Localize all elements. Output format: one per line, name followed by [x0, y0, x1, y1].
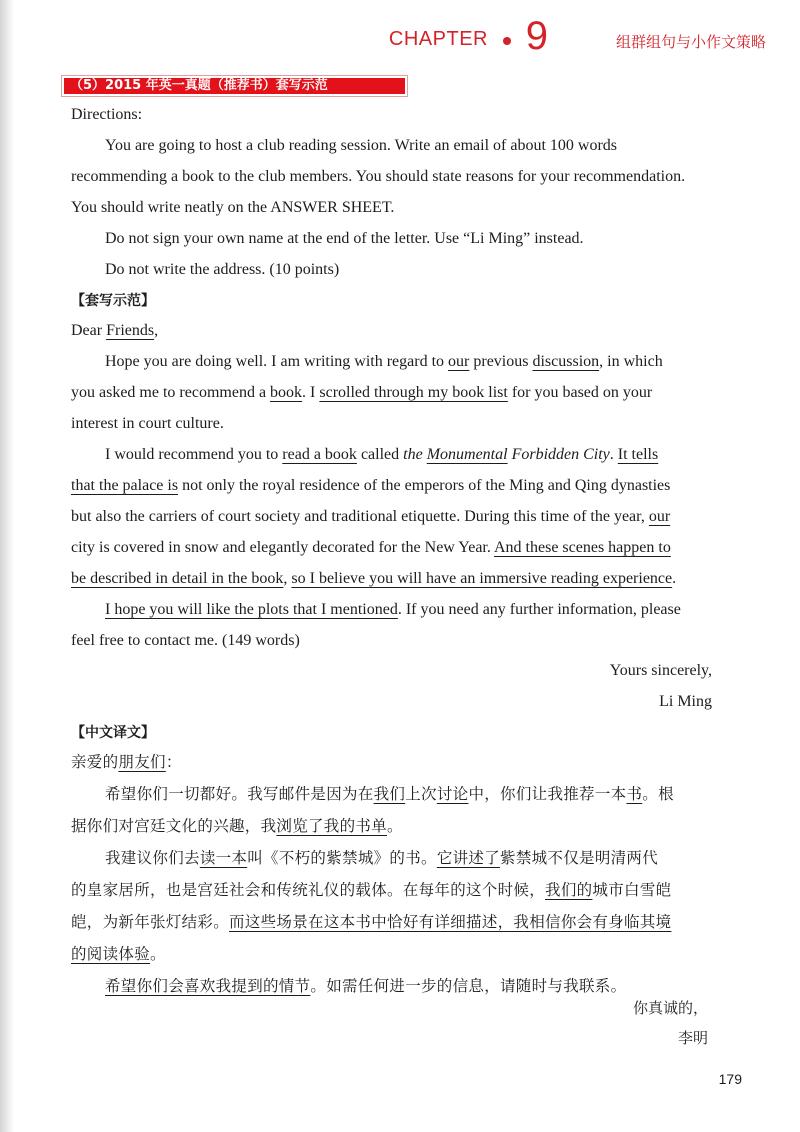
- letter-greeting: Dear Friends,: [71, 322, 159, 339]
- letter-line: that the palace is not only the royal residence of the emperors of the Ming and Qing dynasties: [71, 477, 671, 494]
- directions-label: Directions:: [71, 106, 143, 123]
- translation-line: 据你们对宫廷文化的兴趣，我浏览了我的书单。: [71, 817, 403, 835]
- section-title-bar: [62, 76, 407, 96]
- letter-signature: [610, 655, 712, 717]
- letter-line: Hope you are doing well. I am writing with regard to our previous discussion, in which: [105, 353, 663, 370]
- letter-name: Li Ming: [659, 693, 712, 710]
- page-number: 179: [718, 1071, 742, 1087]
- translation-name: 李明: [677, 1029, 708, 1047]
- letter-line: but also the carriers of court society and traditional etiquette. During this time of the year, our: [71, 508, 671, 525]
- chapter-number: 9: [525, 14, 548, 58]
- directions-line: Do not write the address. (10 points): [105, 261, 340, 278]
- translation-line: 皑，为新年张灯结彩。而这些场景在这本书中恰好有详细描述，我相信你会有身临其境: [71, 913, 672, 931]
- translation-line: 我建议你们去读一本叫《不朽的紫禁城》的书。它讲述了紫禁城不仅是明清两代: [105, 849, 659, 867]
- translation-line: 希望你们一切都好。我写邮件是因为在我们上次讨论中，你们让我推荐一本书。根: [105, 785, 674, 803]
- directions-block: [71, 99, 716, 285]
- letter-closing: Yours sincerely,: [609, 662, 712, 679]
- chapter-dot-icon: [503, 37, 511, 45]
- translation-line: 希望你们会喜欢我提到的情节。如需任何进一步的信息，请随时与我联系。: [105, 977, 627, 995]
- letter-line: be described in detail in the book, so I believe you will have an immersive reading experience.: [71, 570, 677, 587]
- translation-line: 的皇家居所，也是宫廷社会和传统礼仪的载体。在每年的这个时候，我们的城市白雪皑: [71, 881, 672, 899]
- letter-line: I hope you will like the plots that I mentioned. If you need any further information, please: [105, 601, 681, 618]
- chapter-word: CHAPTER: [388, 28, 488, 50]
- section-title: （5）2015 年英一真题（推荐书）套写示范: [70, 78, 328, 93]
- letter-line: you asked me to recommend a book. I scrolled through my book list for you based on your: [71, 384, 653, 401]
- translation-greeting: 亲爱的朋友们：: [71, 753, 182, 771]
- directions-line: You are going to host a club reading session. Write an email of about 100 words: [105, 137, 618, 154]
- page-binding-shadow: [0, 0, 14, 1132]
- letter-line: feel free to contact me. (149 words): [71, 632, 300, 649]
- directions-line: Do not sign your own name at the end of the letter. Use “Li Ming” instead.: [105, 230, 584, 247]
- translation-label: 【中文译文】: [71, 725, 155, 741]
- translation-closing: 你真诚的，: [632, 999, 708, 1017]
- chapter-title: 组群组句与小作文策略: [615, 33, 766, 51]
- translation-signature: [633, 993, 708, 1053]
- translation-line: 的阅读体验。: [71, 945, 166, 963]
- model-letter: [71, 315, 716, 656]
- directions-line: You should write neatly on the ANSWER SHEET.: [71, 199, 395, 216]
- letter-line: I would recommend you to read a book called the Monumental Forbidden City. It tells: [105, 446, 659, 463]
- chinese-translation: [71, 746, 716, 1002]
- directions-line: recommending a book to the club members. You should state reasons for your recommendation.: [71, 168, 686, 185]
- letter-line: interest in court culture.: [71, 415, 224, 432]
- letter-line: city is covered in snow and elegantly decorated for the New Year. And these scenes happen to: [71, 539, 671, 556]
- model-essay-label: 【套写示范】: [71, 293, 155, 309]
